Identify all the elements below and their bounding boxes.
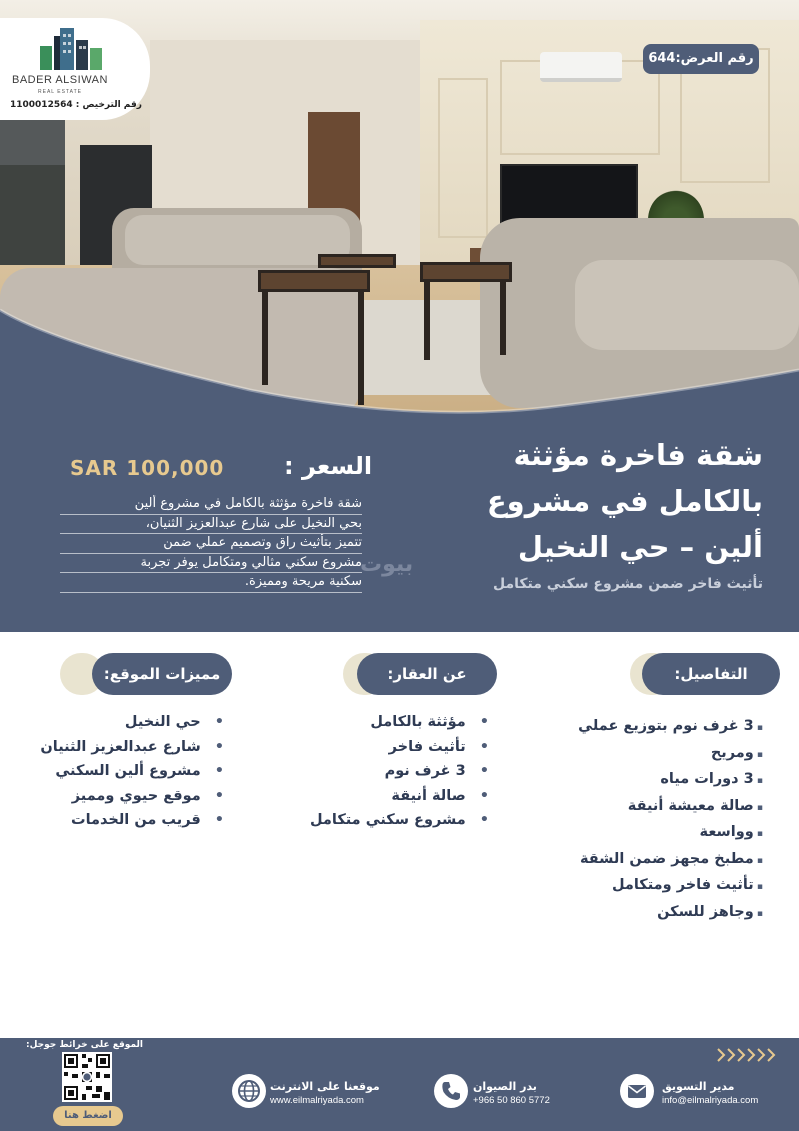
about-item: • صالة أنيقة bbox=[279, 784, 489, 809]
location-list bbox=[24, 710, 224, 833]
listing-subtitle: تأثيث فاخر ضمن مشروع سكني متكامل bbox=[492, 576, 763, 592]
title-line-3: ألين – حي النخيل bbox=[517, 530, 763, 564]
listing-title bbox=[423, 432, 763, 570]
brand-logo bbox=[0, 18, 150, 120]
description-line: مشروع سكني مثالي ومتكامل يوفر تجربة bbox=[60, 554, 362, 574]
website-title: موقعنا على الانترنت bbox=[270, 1080, 380, 1093]
location-item: • شارع عبدالعزيز الثنيان bbox=[24, 735, 224, 760]
price-value: SAR 100,000 bbox=[70, 456, 225, 480]
marketing-email[interactable]: info@eilmalriyada.com bbox=[662, 1095, 759, 1106]
listing-description bbox=[60, 495, 362, 593]
agent-name: بدر الصيوان bbox=[473, 1080, 537, 1093]
back-table bbox=[318, 254, 396, 268]
globe-icon bbox=[232, 1074, 266, 1108]
description-line: بحي النخيل على شارع عبدالعزيز الثنيان، bbox=[60, 515, 362, 535]
phone-icon-wrap[interactable] bbox=[434, 1074, 468, 1108]
title-line-2: بالكامل في مشروع bbox=[486, 484, 763, 518]
offer-number-badge: رقم العرض:644 bbox=[643, 44, 759, 74]
location-item: • قريب من الخدمات bbox=[24, 808, 224, 833]
about-item: • مؤثثة بالكامل bbox=[279, 710, 489, 735]
title-line-1: شقة فاخرة مؤثثة bbox=[513, 438, 763, 472]
side-table bbox=[420, 262, 512, 282]
details-item: ▪ صالة معيشة أنيقة bbox=[533, 794, 763, 821]
details-item-continuation: ▪ وجاهز للسكن bbox=[533, 900, 763, 927]
phone-icon bbox=[434, 1074, 468, 1108]
details-item-continuation: ▪ وواسعة bbox=[533, 820, 763, 847]
email-icon-wrap[interactable] bbox=[620, 1074, 654, 1108]
buildings-logo-icon bbox=[38, 28, 104, 70]
details-item: ▪ 3 غرف نوم بتوزيع عملي bbox=[533, 714, 763, 741]
description-line: سكنية مريحة ومميزة. bbox=[60, 573, 362, 593]
website-link[interactable]: www.eilmalriyada.com bbox=[270, 1095, 364, 1106]
website-icon-wrap[interactable] bbox=[232, 1074, 266, 1108]
price-label: السعر : bbox=[284, 452, 373, 480]
agent-phone[interactable]: +966 50 860 5772 bbox=[473, 1095, 550, 1106]
description-line: تتميز بتأثيث راق وتصميم عملي ضمن bbox=[60, 534, 362, 554]
details-item-continuation: ▪ ومريح bbox=[533, 741, 763, 768]
chevrons-icon bbox=[716, 1046, 776, 1064]
details-list bbox=[533, 714, 763, 926]
location-item: • موقع حيوي ومميز bbox=[24, 784, 224, 809]
air-conditioner bbox=[540, 52, 622, 82]
about-item: • مشروع سكني متكامل bbox=[279, 808, 489, 833]
brand-subtitle: REAL ESTATE bbox=[38, 89, 82, 95]
about-item: • تأثيث فاخر bbox=[279, 735, 489, 760]
brand-name: BADER ALSIWAN bbox=[12, 74, 108, 86]
about-list bbox=[279, 710, 489, 833]
location-heading: مميزات الموقع: bbox=[92, 653, 232, 695]
about-item: • 3 غرف نوم bbox=[279, 759, 489, 784]
qr-code-icon[interactable] bbox=[62, 1052, 112, 1102]
location-item: • حي النخيل bbox=[24, 710, 224, 735]
coffee-table bbox=[258, 270, 370, 292]
location-item: • مشروع ألين السكني bbox=[24, 759, 224, 784]
details-item: ▪ مطبخ مجهز ضمن الشقة bbox=[533, 847, 763, 874]
bayut-watermark: بيوت bbox=[360, 552, 414, 577]
description-line: شقة فاخرة مؤثثة بالكامل في مشروع ألين bbox=[60, 495, 362, 515]
wall-panel bbox=[438, 78, 488, 238]
marketing-title: مدير التسويق bbox=[662, 1080, 735, 1093]
details-item: ▪ 3 دورات مياه bbox=[533, 767, 763, 794]
license-number: رقم الترخيص : 1100012564 bbox=[10, 100, 142, 110]
map-caption: الموقع على خرائط جوجل: bbox=[26, 1040, 143, 1050]
sofa-cushions bbox=[125, 215, 350, 265]
kitchen-upper-cabinets bbox=[0, 120, 65, 165]
about-heading: عن العقار: bbox=[357, 653, 497, 695]
open-map-button[interactable]: اضغط هنا bbox=[53, 1106, 123, 1126]
details-item: ▪ تأثيث فاخر ومتكامل bbox=[533, 873, 763, 900]
envelope-icon bbox=[620, 1074, 654, 1108]
details-heading: التفاصيل: bbox=[642, 653, 780, 695]
